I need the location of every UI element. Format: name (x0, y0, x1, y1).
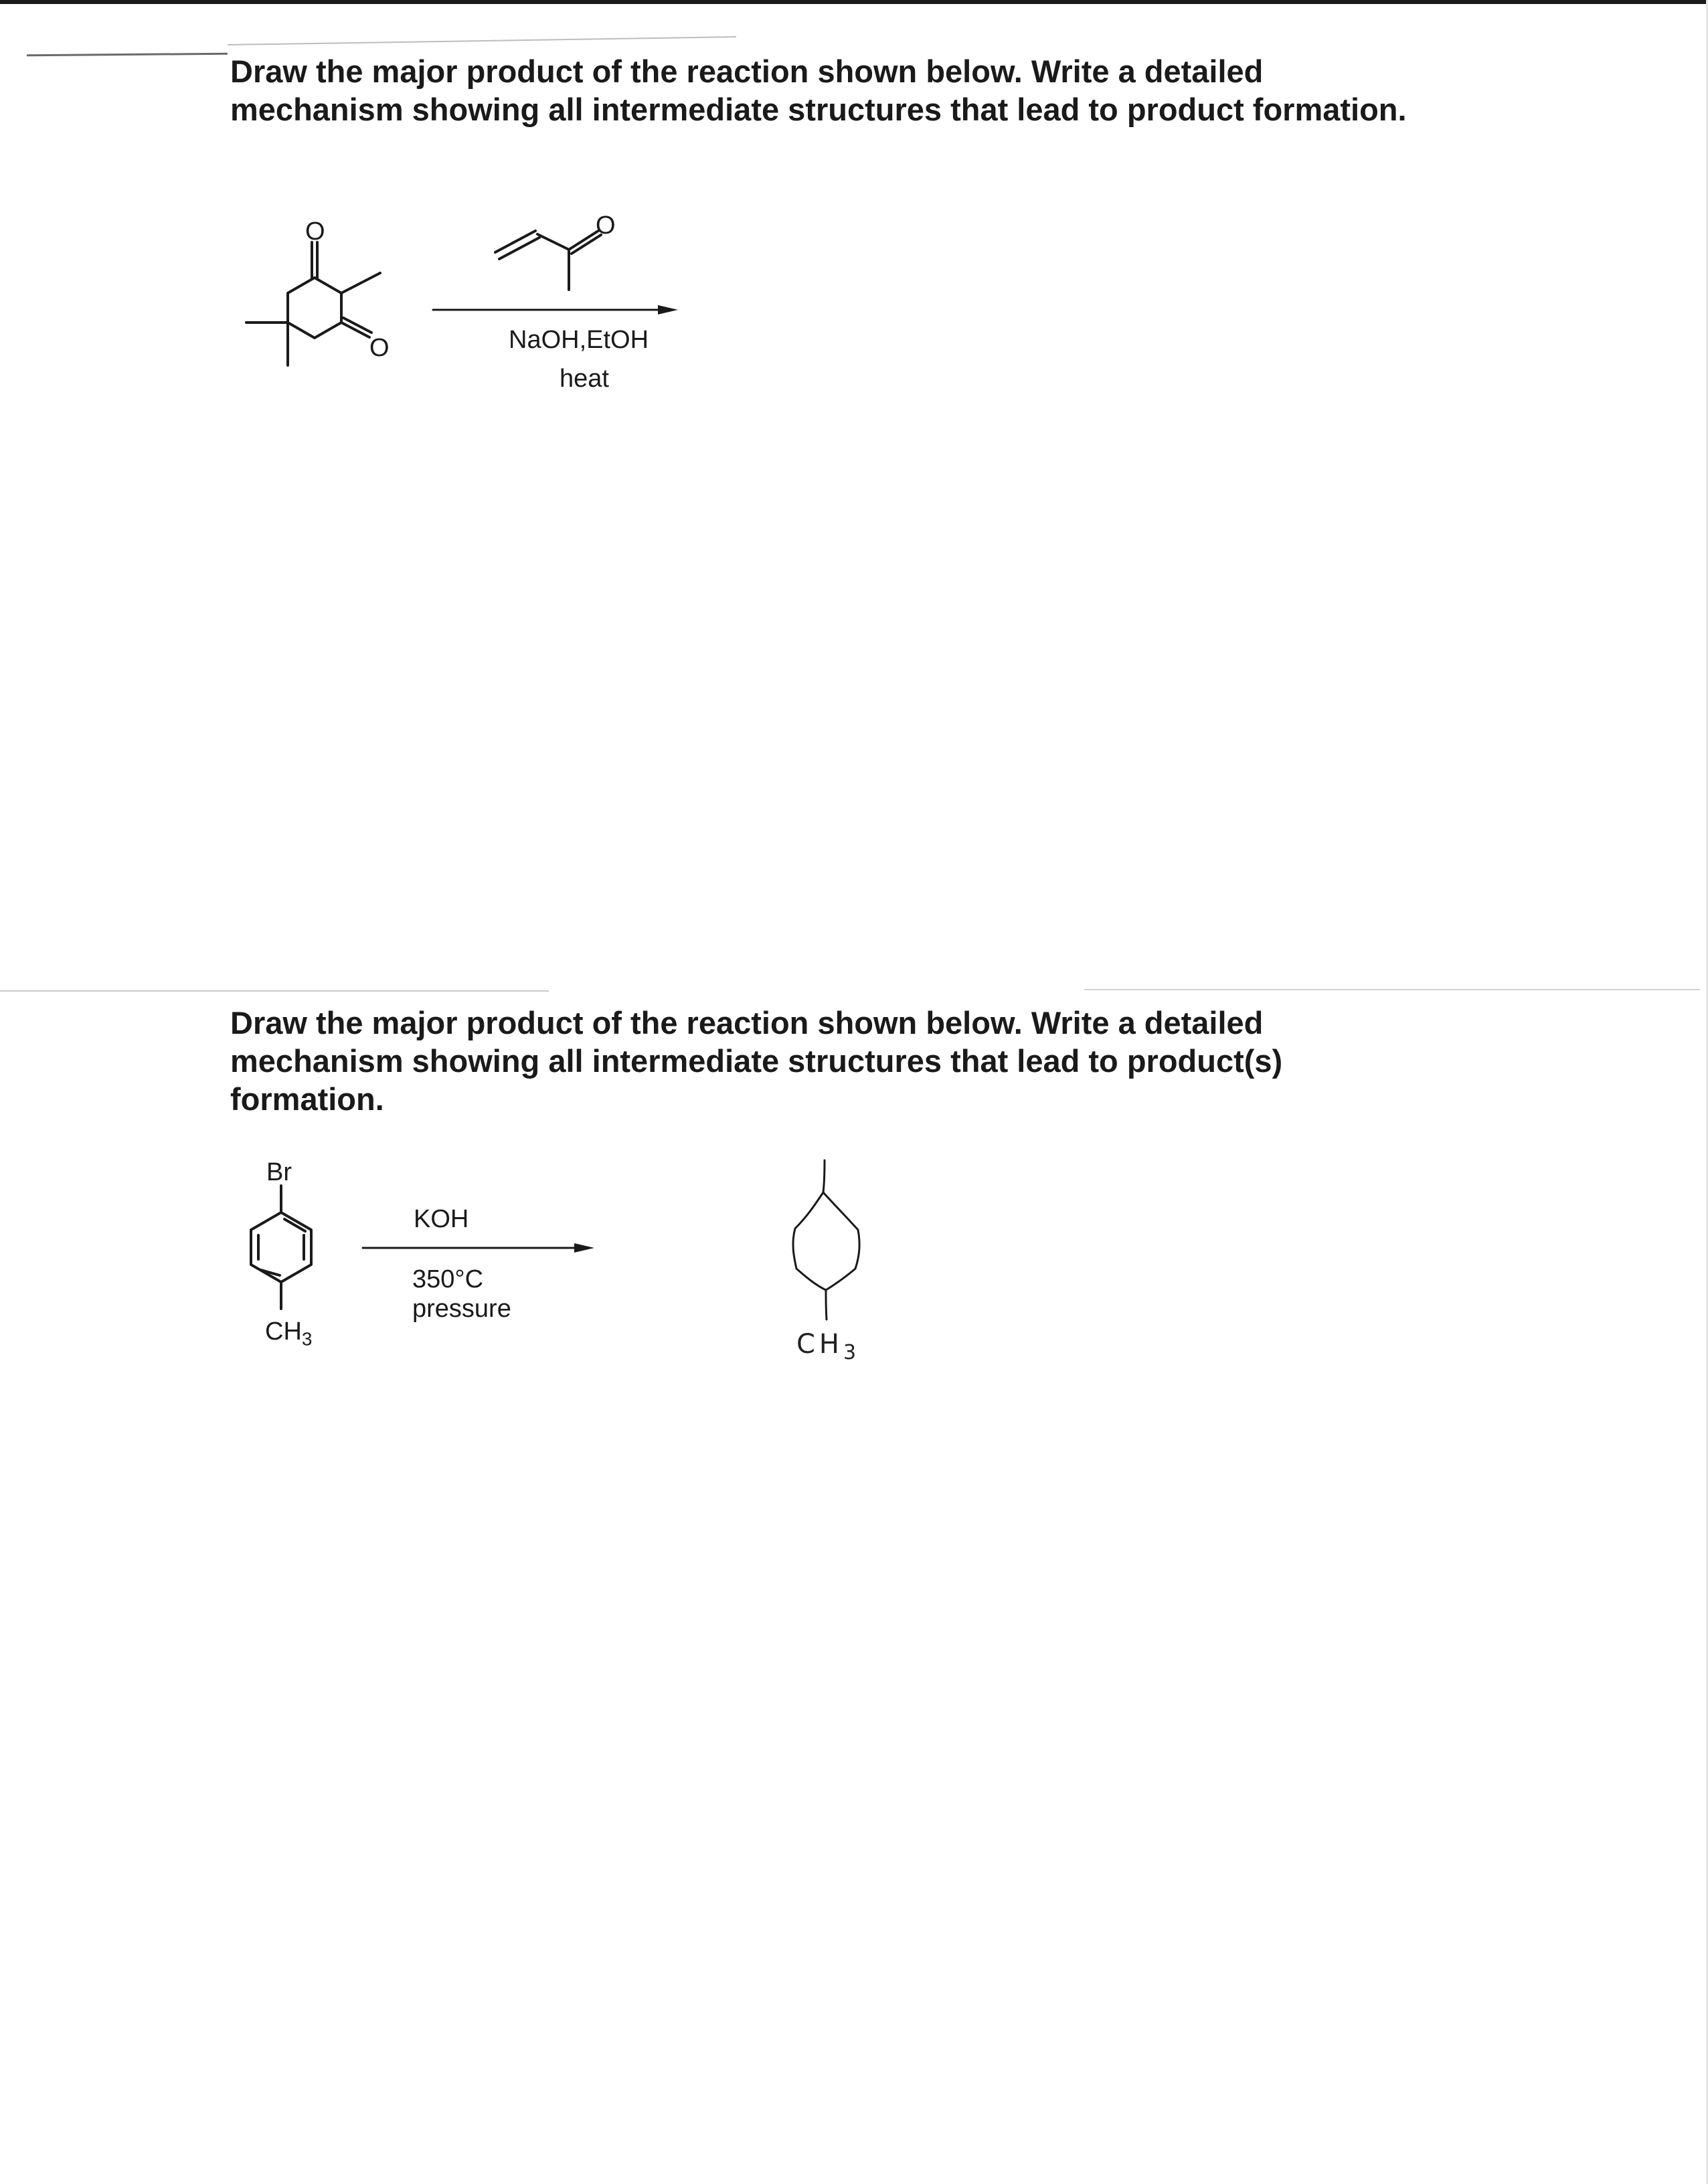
problem1-conditions-reagents: NaOH,EtOH (509, 326, 649, 354)
problem2-conditions-temperature: 350°C (412, 1265, 484, 1293)
problem1-prompt: Draw the major product of the reaction shown below. Write a detailed mechanism showing all intermediate structures that lead to product formation. (230, 54, 1407, 127)
problem1-reactant-o-top: O (305, 217, 325, 246)
problem2-reactant-br: Br (266, 1158, 292, 1186)
scan-edge-top (0, 0, 1708, 4)
top-rule (27, 53, 228, 57)
problem2-prompt: Draw the major product of the reaction shown below. Write a detailed mechanism showing all intermediate structures that lead to product(s) formation. (230, 1005, 1283, 1117)
problem1-reaction-arrow (432, 300, 686, 320)
problem1-reagent-structure (489, 204, 636, 298)
problem2-conditions-base: KOH (414, 1205, 469, 1233)
problem2-handwritten-ch3: $CH_3$ (796, 1329, 861, 1364)
problem1-reagent-o: O (596, 211, 616, 240)
middle-rule (0, 990, 549, 992)
problem2-reactant-ch3: $CH_3$ (265, 1317, 313, 1350)
problem2-reaction-arrow (361, 1238, 602, 1258)
problem1-conditions-heat: heat (560, 365, 609, 393)
problem1-reactant-o-ring: O (369, 334, 390, 362)
problem1-reactant-structure (228, 214, 402, 381)
top-rule-2 (228, 36, 736, 46)
problem2-handwritten-structure (776, 1151, 877, 1332)
problem2-conditions-pressure: pressure (412, 1295, 511, 1323)
middle-rule-2 (1084, 989, 1700, 990)
